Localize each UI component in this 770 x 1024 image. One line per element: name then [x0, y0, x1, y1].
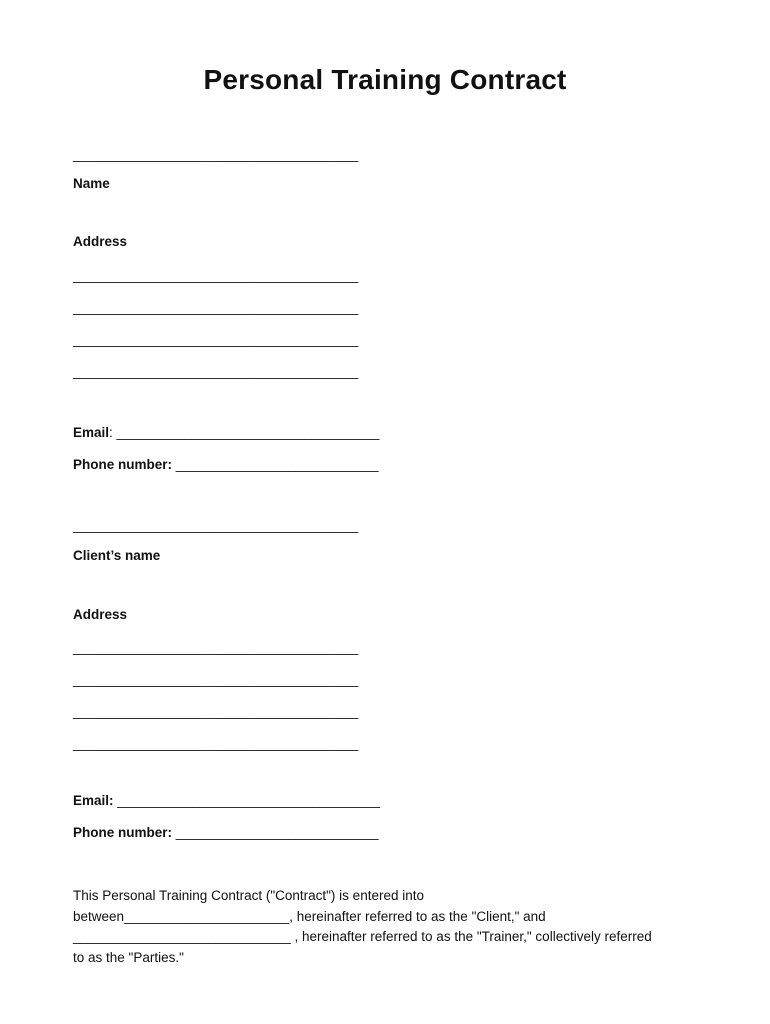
trainer-email-label: Email [73, 425, 110, 440]
client-phone-field[interactable]: ___________________________ [172, 825, 379, 840]
client-email-label: Email: [73, 793, 114, 808]
client-phone-label: Phone number: [73, 825, 173, 840]
paragraph-line-3: _____________________________ , hereinafter referred to as the "Trainer," collectively referred [73, 929, 652, 944]
client-name-label: Client’s name [73, 548, 161, 563]
trainer-phone-row [73, 457, 378, 472]
paragraph-line-4: to as the "Parties." [73, 949, 184, 965]
client-email-field[interactable]: ___________________________________ [113, 793, 381, 808]
client-address-line-4[interactable]: ______________________________________ [73, 736, 359, 751]
trainer-email-field[interactable]: ___________________________________ [116, 425, 380, 440]
trainer-address-label: Address [73, 234, 128, 249]
trainer-address-line-1[interactable]: ______________________________________ [73, 268, 359, 283]
client-address-line-1[interactable]: ______________________________________ [73, 640, 359, 655]
paragraph-line-2: between______________________, hereinafter referred to as the "Client," and [73, 908, 546, 924]
client-phone-row [73, 825, 378, 840]
trainer-name-line[interactable]: ______________________________________ [73, 147, 359, 162]
client-address-label: Address [73, 607, 128, 622]
trainer-phone-field[interactable]: ___________________________ [172, 457, 379, 472]
trainer-email-row [73, 425, 379, 440]
client-email-row [73, 793, 380, 808]
client-address-line-2[interactable]: ______________________________________ [73, 672, 359, 687]
trainer-name-label: Name [73, 176, 110, 191]
paragraph-line-1: This Personal Training Contract ("Contract") is entered into [73, 888, 424, 903]
trainer-phone-label: Phone number: [73, 457, 173, 472]
trainer-email-separator: : [109, 425, 117, 440]
contract-intro-paragraph [73, 886, 713, 968]
trainer-address-line-2[interactable]: ______________________________________ [73, 300, 359, 315]
client-address-line-3[interactable]: ______________________________________ [73, 704, 359, 719]
trainer-address-line-3[interactable]: ______________________________________ [73, 332, 359, 347]
document-title: Personal Training Contract [203, 64, 567, 95]
client-name-line[interactable]: ______________________________________ [73, 518, 359, 533]
trainer-address-line-4[interactable]: ______________________________________ [73, 364, 359, 379]
